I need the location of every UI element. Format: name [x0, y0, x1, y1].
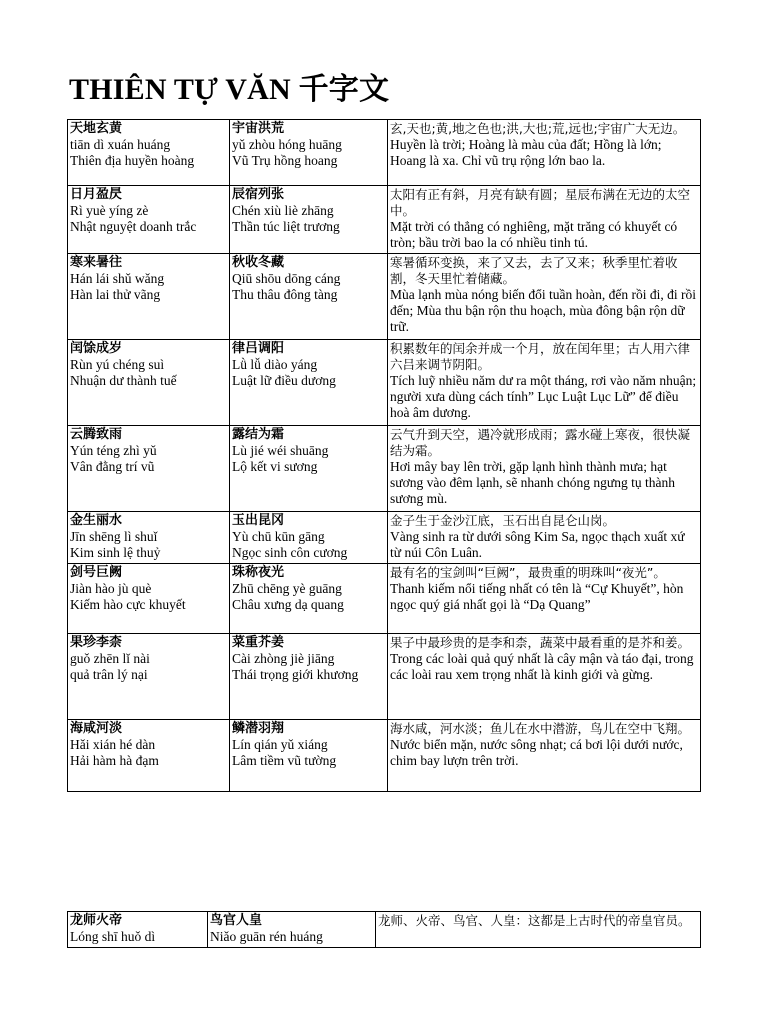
hanzi-text: 珠称夜光: [232, 565, 285, 580]
table-row: [68, 254, 701, 340]
hanzi-text: 秋收冬藏: [232, 255, 285, 270]
explanation-cell: [388, 254, 701, 340]
vietnamese-explanation: Hơi mây bay lên trời, gặp lạnh hình thành mưa; hạt sương vào đêm lạnh, sẽ nhanh chóng ngưng tụ thành sương mù.: [390, 459, 675, 506]
pinyin-text: Rùn yú chéng suì: [70, 357, 165, 372]
explanation-cell: [388, 564, 701, 634]
han-viet-text: Thu thâu đông tàng: [232, 287, 338, 302]
chinese-explanation: 最有名的宝剑叫“巨阙”，最贵重的明珠叫“夜光”。: [390, 565, 666, 580]
chinese-explanation: 龙师、火帝、鸟官、人皇：这都是上古时代的帝皇官员。: [378, 913, 691, 928]
table-row: [68, 186, 701, 254]
chinese-explanation: 寒暑循环变换，来了又去，去了又来；秋季里忙着收割，冬天里忙着储藏。: [390, 255, 678, 286]
han-viet-text: Lâm tiềm vũ tường: [232, 753, 337, 768]
explanation-cell: [388, 634, 701, 720]
hanzi-text: 闰馀成岁: [70, 341, 123, 356]
han-viet-text: Thái trọng giới khương: [232, 667, 359, 682]
pinyin-text: Chén xiù liè zhāng: [232, 203, 334, 218]
phrase-cell-1: [68, 634, 230, 720]
pinyin-text: Jiàn hào jù què: [70, 581, 152, 596]
chinese-explanation: 金子生于金沙江底，玉石出自昆仑山岗。: [390, 513, 616, 528]
explanation-cell: [388, 426, 701, 512]
table-row: [68, 564, 701, 634]
table-row: [68, 120, 701, 186]
han-viet-text: Hàn lai thử vãng: [70, 287, 161, 302]
explanation-cell: [388, 186, 701, 254]
pinyin-text: Rì yuè yíng zè: [70, 203, 149, 218]
phrase-cell-1: [68, 564, 230, 634]
phrase-cell-1: [68, 720, 230, 792]
pinyin-text: Cài zhòng jiè jiāng: [232, 651, 335, 666]
pinyin-text: tiān dì xuán huáng: [70, 137, 171, 152]
chinese-explanation: 果子中最珍贵的是李和柰，蔬菜中最看重的是芥和姜。: [390, 635, 691, 650]
next-page-table: [67, 911, 701, 948]
han-viet-text: Luật lữ điều dương: [232, 373, 336, 388]
hanzi-text: 玉出昆冈: [232, 513, 285, 528]
pinyin-text: yǔ zhòu hóng huāng: [232, 137, 342, 152]
explanation-cell: [388, 120, 701, 186]
vietnamese-explanation: Tích luỹ nhiều năm dư ra một tháng, rơi vào năm nhuận; người xưa dùng cách tính” Lục Luật Lục Lữ” để điều hoà âm dương.: [390, 373, 697, 420]
han-viet-text: Vân đằng trí vũ: [70, 459, 155, 474]
pinyin-text: Jīn shēng lì shuǐ: [70, 529, 158, 544]
table-row: [68, 912, 701, 948]
pinyin-text: Niǎo guān rén huáng: [210, 929, 323, 944]
phrase-cell-2: [230, 254, 388, 340]
chinese-explanation: 玄,天也;黄,地之色也;洪,大也;荒,远也;宇宙广大无边。: [390, 121, 686, 136]
phrase-cell-1: [68, 186, 230, 254]
hanzi-text: 日月盈昃: [70, 187, 123, 202]
han-viet-text: Nhật nguyệt doanh trắc: [70, 219, 197, 234]
table-row: [68, 340, 701, 426]
pinyin-text: Qiū shōu dōng cáng: [232, 271, 341, 286]
han-viet-text: Châu xưng dạ quang: [232, 597, 344, 612]
explanation-cell: [388, 720, 701, 792]
han-viet-text: quả trân lý nại: [70, 667, 148, 682]
phrase-cell-2: [230, 340, 388, 426]
pinyin-text: Lù jié wéi shuāng: [232, 443, 329, 458]
phrase-cell-1: [68, 912, 208, 948]
vietnamese-explanation: Nước biển mặn, nước sông nhạt; cá bơi lội dưới nước, chim bay lượn trên trời.: [390, 737, 683, 768]
pinyin-text: Hán lái shǔ wǎng: [70, 271, 165, 286]
han-viet-text: Kim sinh lệ thuỷ: [70, 545, 161, 560]
hanzi-text: 鸟官人皇: [210, 913, 263, 928]
pinyin-text: Lóng shī huǒ dì: [70, 929, 156, 944]
phrase-cell-2: [230, 634, 388, 720]
hanzi-text: 宇宙洪荒: [232, 121, 285, 136]
verse-table: [67, 119, 701, 792]
chinese-explanation: 积累数年的闰余并成一个月，放在闰年里；古人用六律六吕来调节阴阳。: [390, 341, 691, 372]
hanzi-text: 云腾致雨: [70, 427, 123, 442]
explanation-cell: [376, 912, 701, 948]
hanzi-text: 天地玄黄: [70, 121, 123, 136]
vietnamese-explanation: Thanh kiếm nổi tiếng nhất có tên là “Cự Khuyết”, hòn ngọc quý giá nhất gọi là “Dạ Quang”: [390, 581, 684, 612]
chinese-explanation: 海水咸，河水淡；鱼儿在水中潜游，鸟儿在空中飞翔。: [390, 721, 691, 736]
han-viet-text: Kiếm hào cực khuyết: [70, 597, 186, 612]
han-viet-text: Hải hàm hà đạm: [70, 753, 159, 768]
hanzi-text: 露结为霜: [232, 427, 285, 442]
table-row: [68, 634, 701, 720]
hanzi-text: 辰宿列张: [232, 187, 285, 202]
han-viet-text: Thiên địa huyền hoàng: [70, 153, 195, 168]
vietnamese-explanation: Trong các loài quả quý nhất là cây mận và táo đại, trong các loài rau xem trọng nhất là kinh giới và gừng.: [390, 651, 694, 682]
hanzi-text: 金生丽水: [70, 513, 123, 528]
phrase-cell-2: [230, 120, 388, 186]
pinyin-text: Yù chū kūn gāng: [232, 529, 325, 544]
hanzi-text: 龙师火帝: [70, 913, 123, 928]
pinyin-text: Yún téng zhì yǔ: [70, 443, 157, 458]
hanzi-text: 寒来暑往: [70, 255, 123, 270]
han-viet-text: Vũ Trụ hồng hoang: [232, 153, 338, 168]
vietnamese-explanation: Mặt trời có thẳng có nghiêng, mặt trăng có khuyết có tròn; bầu trời bao la có nhiều tinh tú.: [390, 219, 678, 250]
table-row: [68, 720, 701, 792]
phrase-cell-1: [68, 512, 230, 564]
phrase-cell-2: [230, 426, 388, 512]
chinese-explanation: 太阳有正有斜，月亮有缺有圆；星辰布满在无边的太空中。: [390, 187, 691, 218]
phrase-cell-2: [208, 912, 376, 948]
phrase-cell-1: [68, 120, 230, 186]
pinyin-text: Zhū chēng yè guāng: [232, 581, 342, 596]
phrase-cell-1: [68, 254, 230, 340]
vietnamese-explanation: Vàng sinh ra từ dưới sông Kim Sa, ngọc thạch xuất xứ từ núi Côn Luân.: [390, 529, 685, 560]
hanzi-text: 律吕调阳: [232, 341, 285, 356]
phrase-cell-2: [230, 564, 388, 634]
vietnamese-explanation: Mùa lạnh mùa nóng biến đổi tuần hoàn, đến rồi đi, đi rồi đến; Mùa thu bận rộn thu hoạch, mùa đông bận rộn dữ trữ.: [390, 287, 696, 334]
han-viet-text: Lộ kết vi sương: [232, 459, 318, 474]
explanation-cell: [388, 512, 701, 564]
han-viet-text: Thần túc liệt trương: [232, 219, 340, 234]
pinyin-text: Lǜ lǚ diào yáng: [232, 357, 318, 372]
phrase-cell-2: [230, 186, 388, 254]
verse-table-body: [68, 120, 701, 792]
pinyin-text: Hǎi xián hé dàn: [70, 737, 156, 752]
table-row: [68, 426, 701, 512]
han-viet-text: Nhuận dư thành tuế: [70, 373, 177, 388]
hanzi-text: 菜重芥姜: [232, 635, 285, 650]
phrase-cell-2: [230, 512, 388, 564]
pinyin-text: guǒ zhēn lǐ nài: [70, 651, 150, 666]
hanzi-text: 果珍李柰: [70, 635, 123, 650]
table-row: [68, 512, 701, 564]
vietnamese-explanation: Huyền là trời; Hoàng là màu của đất; Hồng là lớn; Hoang là xa. Chỉ vũ trụ rộng lớn bao la.: [390, 137, 662, 168]
han-viet-text: Ngọc sinh côn cương: [232, 545, 348, 560]
pinyin-text: Lín qián yǔ xiáng: [232, 737, 328, 752]
phrase-cell-1: [68, 340, 230, 426]
phrase-cell-1: [68, 426, 230, 512]
chinese-explanation: 云气升到天空，遇冷就形成雨；露水碰上寒夜，很快凝结为霜。: [390, 427, 691, 458]
page-title: THIÊN TỰ VĂN 千字文: [69, 73, 390, 106]
hanzi-text: 鳞潜羽翔: [232, 721, 285, 736]
hanzi-text: 海咸河淡: [70, 721, 123, 736]
explanation-cell: [388, 340, 701, 426]
phrase-cell-2: [230, 720, 388, 792]
hanzi-text: 剑号巨阙: [70, 565, 123, 580]
